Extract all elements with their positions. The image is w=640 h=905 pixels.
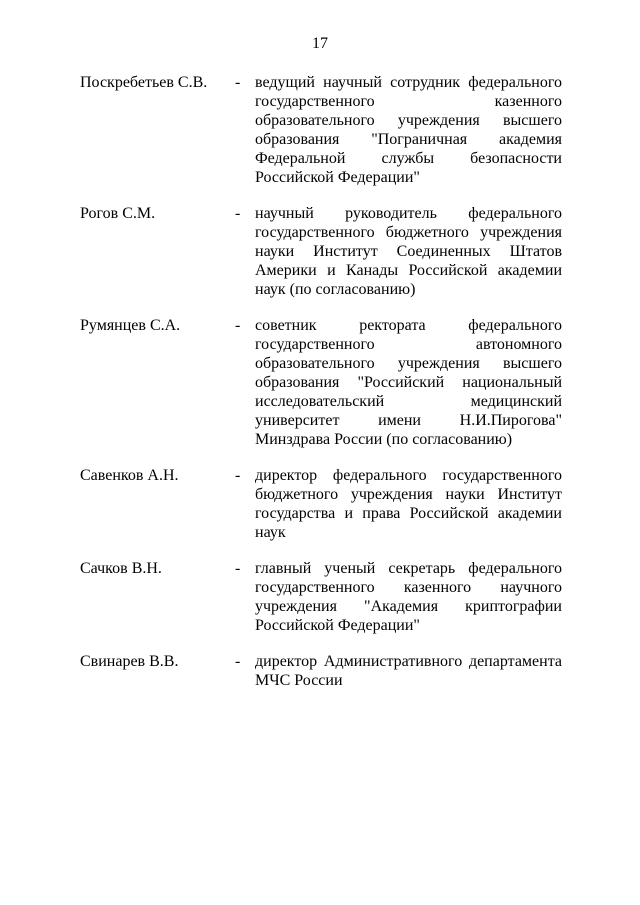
person-name: Савенков А.Н. — [80, 467, 179, 484]
list-item — [80, 652, 562, 690]
dash-separator: - — [235, 467, 241, 484]
person-name: Свинарев В.В. — [80, 653, 179, 670]
description-line: исследовательский медицинский — [255, 393, 562, 410]
dash-separator: - — [235, 205, 241, 222]
page-number: 17 — [312, 35, 328, 52]
dash-separator: - — [235, 317, 241, 334]
description-line: образования "Российский национальный — [255, 374, 562, 391]
list-item — [80, 204, 562, 299]
member-list — [80, 73, 562, 707]
description-line: государства и права Российской академии — [255, 505, 562, 522]
list-item — [80, 73, 562, 187]
description-line: образования "Пограничная академия — [255, 131, 562, 148]
description-line: Российской Федерации" — [255, 169, 420, 186]
description-line: образовательного учреждения высшего — [255, 112, 562, 129]
description-line: директор Административного департамента — [255, 653, 562, 670]
description-line: университет имени Н.И.Пирогова" — [255, 412, 562, 429]
description-line: науки Институт Соединенных Штатов — [255, 243, 562, 260]
description-line: Российской Федерации" — [255, 617, 420, 634]
description-line: государственного казенного научного — [255, 579, 562, 596]
person-name: Румянцев С.А. — [80, 317, 181, 334]
position-description — [255, 73, 562, 187]
list-item — [80, 559, 562, 635]
description-line: наук — [255, 524, 286, 541]
description-line: государственного казенного — [255, 93, 562, 110]
description-line: государственного бюджетного учреждения — [255, 224, 562, 241]
description-line: Федеральной службы безопасности — [255, 150, 562, 167]
description-line: наук (по согласованию) — [255, 281, 416, 298]
description-line: государственного автономного — [255, 336, 562, 353]
description-line: Америки и Канады Российской академии — [255, 262, 562, 279]
position-description — [255, 652, 562, 690]
description-line: директор федерального государственного — [255, 467, 562, 484]
description-line: научный руководитель федерального — [255, 205, 562, 222]
position-description — [255, 316, 562, 449]
position-description — [255, 466, 562, 542]
position-description — [255, 204, 562, 299]
dash-separator: - — [235, 653, 241, 670]
description-line: советник ректората федерального — [255, 317, 562, 334]
dash-separator: - — [235, 560, 241, 577]
description-line: учреждения "Академия криптографии — [255, 598, 562, 615]
list-item — [80, 466, 562, 542]
description-line: МЧС России — [255, 672, 343, 689]
description-line: бюджетного учреждения науки Институт — [255, 486, 562, 503]
dash-separator: - — [235, 74, 241, 91]
person-name: Сачков В.Н. — [80, 560, 162, 577]
list-item — [80, 316, 562, 449]
description-line: главный ученый секретарь федерального — [255, 560, 562, 577]
description-line: Минздрава России (по согласованию) — [255, 431, 513, 448]
description-line: ведущий научный сотрудник федерального — [255, 74, 562, 91]
position-description — [255, 559, 562, 635]
person-name: Рогов С.М. — [80, 205, 156, 222]
person-name: Поскребетьев С.В. — [80, 74, 208, 91]
description-line: образовательного учреждения высшего — [255, 355, 562, 372]
